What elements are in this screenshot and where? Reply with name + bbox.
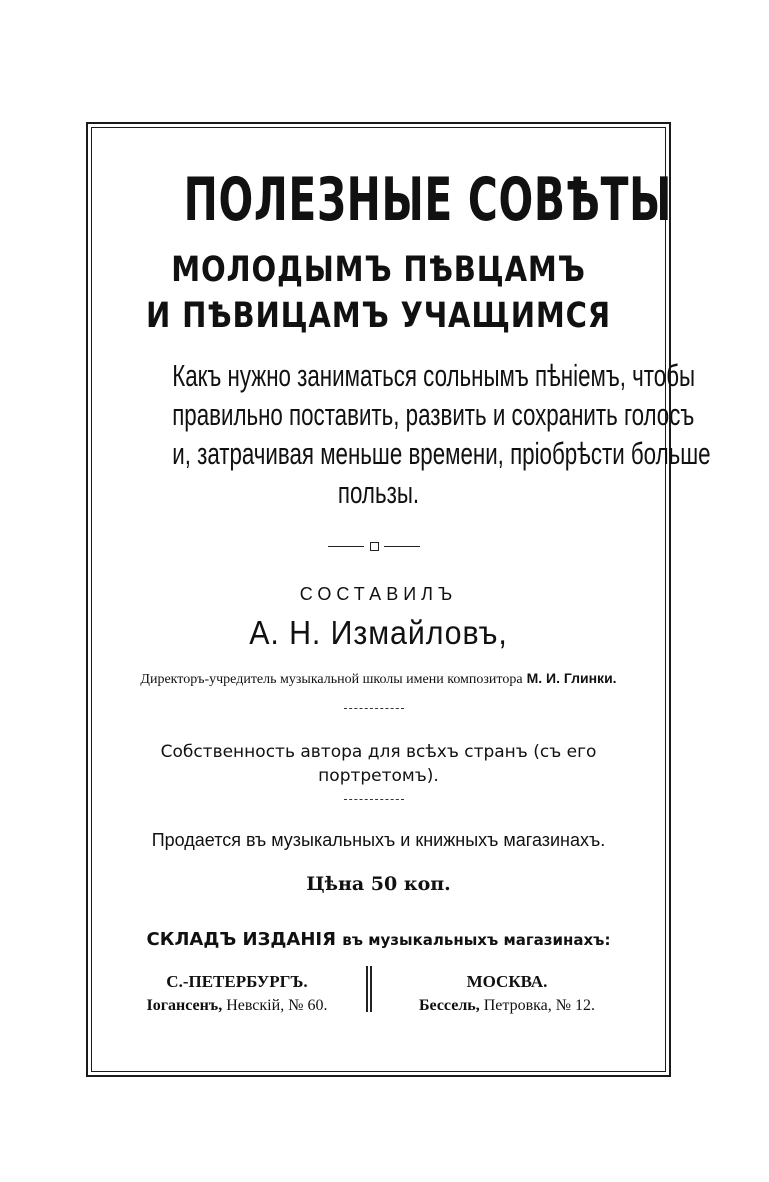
composer-name: М. И. Глинки. <box>526 670 617 686</box>
store-city: МОСКВА. <box>466 972 548 991</box>
description <box>172 356 711 512</box>
warehouse-rest: въ музыкальныхъ магазинахъ: <box>342 931 611 949</box>
author-role-text: Директоръ-учредитель музыкальной школы имени композитора <box>140 672 523 687</box>
price: Цѣна 50 коп. <box>306 873 451 895</box>
store-address-line <box>392 994 622 1018</box>
book-title: ПОЛЕЗНЫЕ СОВѢТЫ <box>183 165 673 235</box>
store-moscow <box>392 970 622 1018</box>
store-merchant: Іогансенъ, <box>146 997 223 1014</box>
title-page <box>92 128 711 1071</box>
store-address: Петровка, № 12. <box>483 997 596 1014</box>
warehouse-label: СКЛАДЪ ИЗДАНІЯ <box>146 929 336 950</box>
description-line: и, затрачивая меньше времени, пріобрѣсти больше <box>172 436 711 471</box>
ornament-square <box>370 542 379 551</box>
store-city: С.-ПЕТЕРБУРГЪ. <box>166 972 308 991</box>
subtitle-line-1: МОЛОДЫМЪ ПѢВЦАМЪ <box>171 250 586 290</box>
ownership-note: Собственность автора для всѣхъ странъ (съ его портретомъ). <box>160 742 597 786</box>
ornament-line-left <box>328 546 364 547</box>
description-line: правильно поставить, развить и сохранить голосъ <box>172 397 695 432</box>
description-line: пользы. <box>337 475 420 510</box>
compiled-by-label: СОСТАВИЛЪ <box>299 584 458 604</box>
store-address-line <box>122 994 352 1018</box>
store-address: Невскій, № 60. <box>226 997 328 1014</box>
ornament-line-right <box>384 546 420 547</box>
author-role <box>92 669 665 689</box>
ornament-divider <box>92 541 665 553</box>
store-merchant: Бессель, <box>418 997 480 1014</box>
double-vertical-divider <box>366 966 372 1012</box>
dashed-separator <box>344 708 404 709</box>
store-st-petersburg <box>122 970 352 1018</box>
description-line: Какъ нужно заниматься сольнымъ пѣніемъ, чтобы <box>172 358 696 393</box>
sold-in-stores: Продается въ музыкальныхъ и книжныхъ магазинахъ. <box>151 830 606 850</box>
subtitle-line-2: И ПѢВИЦАМЪ УЧАЩИМСЯ <box>146 296 611 336</box>
author-name: А. Н. Измайловъ, <box>249 614 508 651</box>
warehouse-heading <box>92 928 665 952</box>
dashed-separator <box>344 799 404 800</box>
